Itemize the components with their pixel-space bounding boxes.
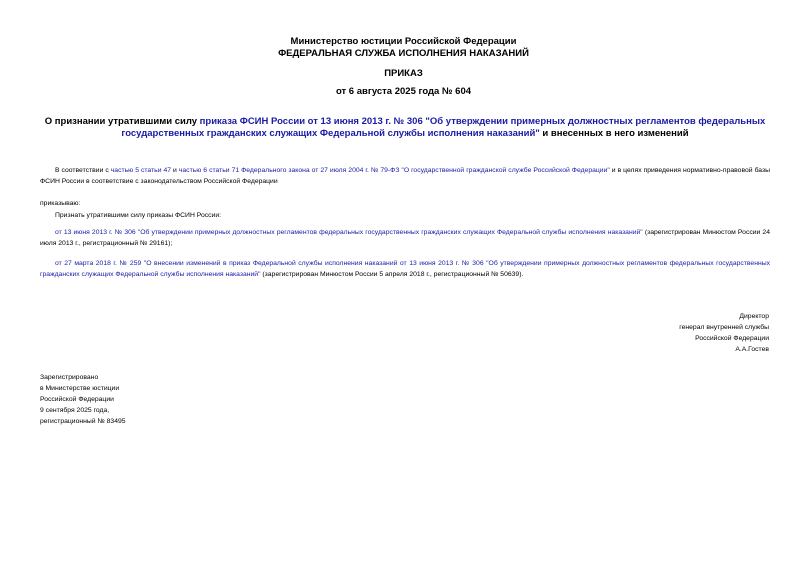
title-prefix: О признании утратившими силу bbox=[44, 116, 200, 127]
signer-rank: генерал внутренней службы bbox=[679, 324, 769, 331]
reg-line-1: Зарегистрировано bbox=[40, 374, 99, 381]
law-79fz-link[interactable]: частью 6 статьи 71 Федерального закона от 27 июля 2004 г. № 79-ФЗ "О государственной гражданской службе Российской Федерации" bbox=[178, 167, 610, 174]
doc-date-number: от 6 августа 2025 года № 604 bbox=[335, 86, 472, 97]
signer-position: Директор bbox=[739, 313, 769, 320]
document-header bbox=[0, 36, 807, 60]
order-word: приказываю: bbox=[40, 200, 81, 207]
p1-text-a: В соответствии с bbox=[55, 167, 111, 174]
p1-text-c: и в целях приведения нормативно-правовой базы ФСИН России в соответствие с законодательством Российской Федерации bbox=[40, 167, 771, 185]
service-name: ФЕДЕРАЛЬНАЯ СЛУЖБА ИСПОЛНЕНИЯ НАКАЗАНИЙ bbox=[278, 48, 529, 59]
paragraph-declare: Признать утратившими силу приказы ФСИН России: bbox=[55, 212, 222, 219]
law-article-47-link[interactable]: частью 5 статьи 47 bbox=[110, 167, 172, 174]
document-title bbox=[40, 116, 770, 140]
order-259-link[interactable]: от 27 марта 2018 г. № 259 "О внесении изменений в приказ Федеральной службы исполнения наказаний от 13 июня 2013 г. № 306 "Об утверждении примерных должностных регламентов федеральных государственных гражданских служащих Федеральной службы исполнения наказаний" bbox=[40, 260, 770, 278]
title-suffix: и внесенных в него изменений bbox=[539, 128, 689, 139]
list-item-order-259 bbox=[40, 258, 770, 280]
reg-number: регистрационный № 83495 bbox=[40, 418, 126, 425]
p1-text-b: и bbox=[171, 167, 179, 174]
list-item-order-306 bbox=[40, 227, 770, 249]
title-order-link[interactable]: приказа ФСИН России от 13 июня 2013 г. № 306 "Об утверждении примерных должностных регламентов федеральных государственных гражданских служащих Федеральной службы исполнения наказаний" bbox=[121, 116, 766, 139]
signer-country: Российской Федерации bbox=[695, 335, 769, 342]
paragraph-basis bbox=[40, 165, 770, 187]
reg-date: 9 сентября 2025 года, bbox=[40, 407, 110, 414]
doc-type: ПРИКАЗ bbox=[384, 68, 423, 79]
order-306-link[interactable]: от 13 июня 2013 г. № 306 "Об утверждении примерных должностных регламентов федеральных государственных гражданских служащих Федеральной службы исполнения наказаний" bbox=[55, 229, 643, 236]
signature-block bbox=[679, 311, 769, 355]
order-259-registration: (зарегистрирован Минюстом России 5 апреля 2018 г., регистрационный № 50639). bbox=[260, 271, 524, 278]
order-306-registration: (зарегистрирован Минюстом России 24 июля 2013 г., регистрационный № 29161); bbox=[40, 229, 770, 247]
signer-name: А.А.Гостев bbox=[735, 346, 769, 353]
reg-line-3: Российской Федерации bbox=[40, 396, 114, 403]
ministry-name: Министерство юстиции Российской Федерации bbox=[290, 36, 517, 47]
reg-line-2: в Министерстве юстиции bbox=[40, 385, 120, 392]
registration-block bbox=[40, 372, 126, 427]
